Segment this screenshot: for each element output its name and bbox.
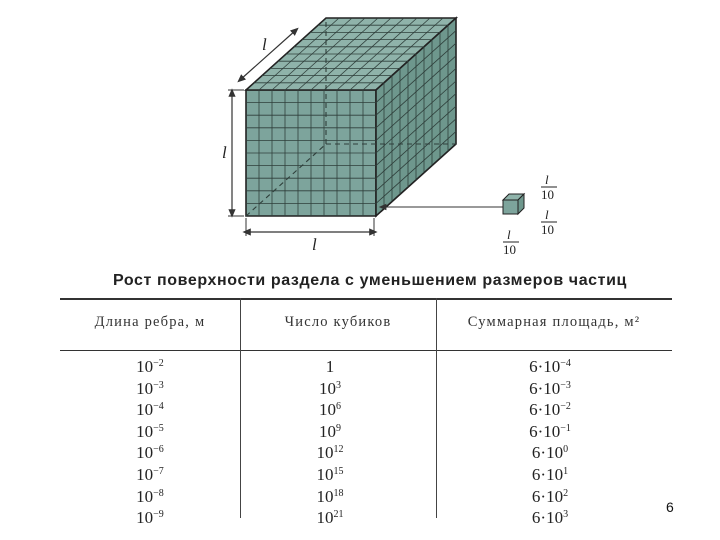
table-cell: $10^{-2}$ — [136, 357, 164, 376]
small-cube-label-top — [541, 172, 557, 202]
table-cell: $10^{-9}$ — [136, 508, 164, 528]
table-cell: $6\cdot 10^3$ — [531, 508, 569, 528]
table-cell: $10^3$ — [319, 378, 341, 398]
small-cube-label-bottom — [503, 227, 519, 257]
svg-text:l: l — [545, 207, 549, 222]
table-cell: $10^{12}$ — [316, 443, 344, 463]
table-cell: $10^{18}$ — [316, 486, 344, 506]
large-cube — [246, 18, 456, 216]
column-edge-length — [90, 356, 210, 529]
table-cell: $6\cdot 10^{-2}$ — [529, 400, 571, 420]
page-number: 6 — [666, 499, 674, 515]
svg-text:10: 10 — [541, 222, 554, 237]
svg-text:l: l — [545, 172, 549, 187]
table-cell: $10^{-7}$ — [136, 464, 164, 484]
data-table — [60, 298, 672, 528]
cube-illustration — [0, 0, 720, 262]
table-cell: 1 — [325, 357, 335, 376]
small-cube-label-right — [541, 207, 557, 237]
table-cell: $6\cdot 10^{-4}$ — [529, 357, 571, 376]
svg-text:10: 10 — [541, 187, 554, 202]
svg-text:10: 10 — [503, 242, 516, 257]
table-cell: $10^{-4}$ — [136, 400, 164, 420]
table-cell: $6\cdot 10^{-1}$ — [529, 421, 571, 441]
table-cell: $10^{-3}$ — [136, 378, 164, 398]
table-cell: $6\cdot 10^2$ — [531, 486, 569, 506]
table-cell: $10^6$ — [319, 400, 341, 420]
table-cell: $10^{15}$ — [316, 464, 344, 484]
table-cell: $10^{-8}$ — [136, 486, 164, 506]
table-cell: $6\cdot 10^0$ — [531, 443, 569, 463]
table-cell: $10^{21}$ — [316, 508, 344, 528]
edge-label-top: l — [262, 35, 267, 54]
edge-label-bottom: l — [312, 235, 317, 254]
table-cell: $6\cdot 10^1$ — [531, 464, 569, 484]
header-edge-length: Длина ребра, м — [94, 314, 206, 330]
table-cell: $6\cdot 10^{-3}$ — [529, 378, 571, 398]
table-cell: $10^{-5}$ — [136, 421, 164, 441]
small-cube — [503, 194, 524, 214]
header-total-area: Суммарная площадь, м² — [467, 314, 641, 330]
table-title: Рост поверхности раздела с уменьшением размеров частиц — [112, 272, 627, 289]
column-cube-count — [280, 356, 380, 529]
edge-label-left: l — [222, 143, 227, 162]
svg-text:l: l — [507, 227, 511, 242]
header-cube-count: Число кубиков — [284, 314, 392, 330]
table-cell: $10^9$ — [319, 421, 341, 441]
column-total-area — [490, 356, 610, 529]
table-cell: $10^{-6}$ — [136, 443, 164, 463]
